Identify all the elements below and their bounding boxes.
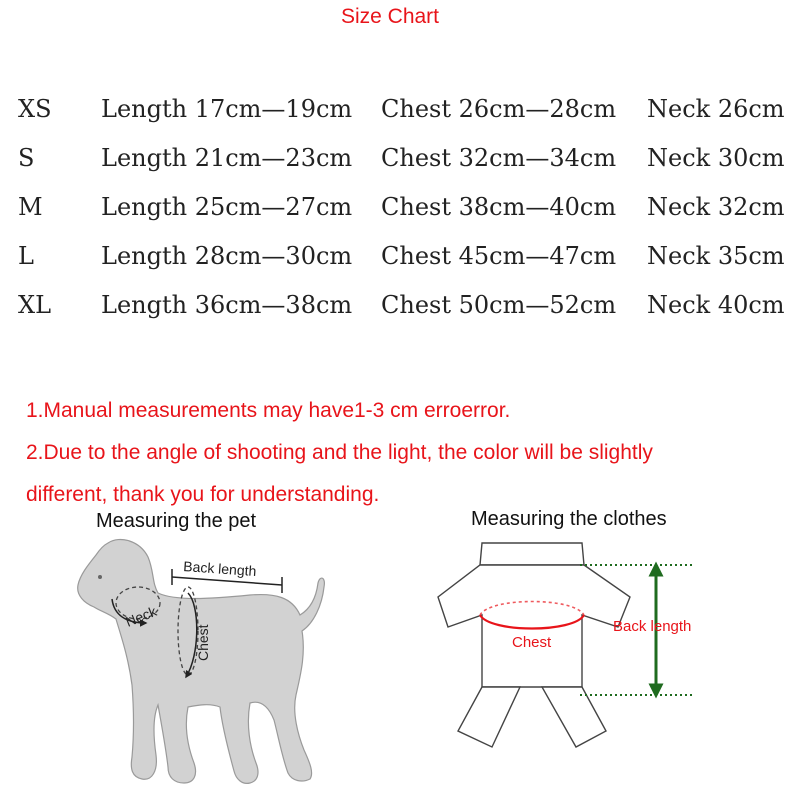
length-range: Length 28cm—30cm bbox=[101, 242, 353, 270]
size-label: XL bbox=[18, 291, 52, 319]
chest-range: Chest 45cm—47cm bbox=[381, 242, 617, 270]
clothes-body bbox=[438, 565, 630, 687]
size-row-m bbox=[18, 193, 788, 242]
chest-range: Chest 26cm—28cm bbox=[381, 95, 617, 123]
neck-size: Neck 32cm bbox=[647, 193, 785, 221]
dog-illustration bbox=[60, 535, 340, 795]
size-table bbox=[18, 95, 788, 340]
size-row-l bbox=[18, 242, 788, 291]
length-range: Length 17cm—19cm bbox=[101, 95, 353, 123]
pet-chest-label: Chest bbox=[195, 624, 211, 661]
dog-eye bbox=[98, 575, 102, 579]
back-length-line bbox=[172, 577, 282, 585]
neck-size: Neck 35cm bbox=[647, 242, 785, 270]
pet-panel-title: Measuring the pet bbox=[96, 510, 257, 532]
size-label: S bbox=[18, 144, 35, 172]
note-color-difference-cont: different, thank you for understanding. bbox=[26, 483, 380, 506]
clothes-collar bbox=[480, 543, 584, 565]
size-row-s bbox=[18, 144, 788, 193]
clothes-left-leg bbox=[458, 687, 520, 747]
clothes-back-length-label: Back length bbox=[613, 618, 692, 635]
size-row-xs bbox=[18, 95, 788, 144]
size-label: M bbox=[18, 193, 43, 221]
size-row-xl bbox=[18, 291, 788, 340]
neck-size: Neck 26cm bbox=[647, 95, 785, 123]
page-title: Size Chart bbox=[340, 5, 440, 28]
size-label: XS bbox=[18, 95, 52, 123]
length-range: Length 36cm—38cm bbox=[101, 291, 353, 319]
clothes-illustration bbox=[430, 535, 730, 755]
pet-back-length-label: Back length bbox=[182, 558, 257, 580]
neck-size: Neck 40cm bbox=[647, 291, 785, 319]
note-color-difference: 2.Due to the angle of shooting and the light, the color will be slightly bbox=[26, 441, 653, 464]
notes bbox=[26, 390, 786, 516]
note-measurement-error: 1.Manual measurements may have1-3 cm erroerror. bbox=[26, 399, 511, 422]
chest-range: Chest 32cm—34cm bbox=[381, 144, 617, 172]
chest-range: Chest 50cm—52cm bbox=[381, 291, 617, 319]
length-range: Length 21cm—23cm bbox=[101, 144, 353, 172]
chest-range: Chest 38cm—40cm bbox=[381, 193, 617, 221]
length-range: Length 25cm—27cm bbox=[101, 193, 353, 221]
size-label: L bbox=[18, 242, 34, 270]
pet-neck-label: Neck bbox=[123, 602, 159, 630]
clothes-chest-label: Chest bbox=[512, 634, 552, 651]
neck-size: Neck 30cm bbox=[647, 144, 785, 172]
clothes-panel-title: Measuring the clothes bbox=[471, 508, 667, 530]
